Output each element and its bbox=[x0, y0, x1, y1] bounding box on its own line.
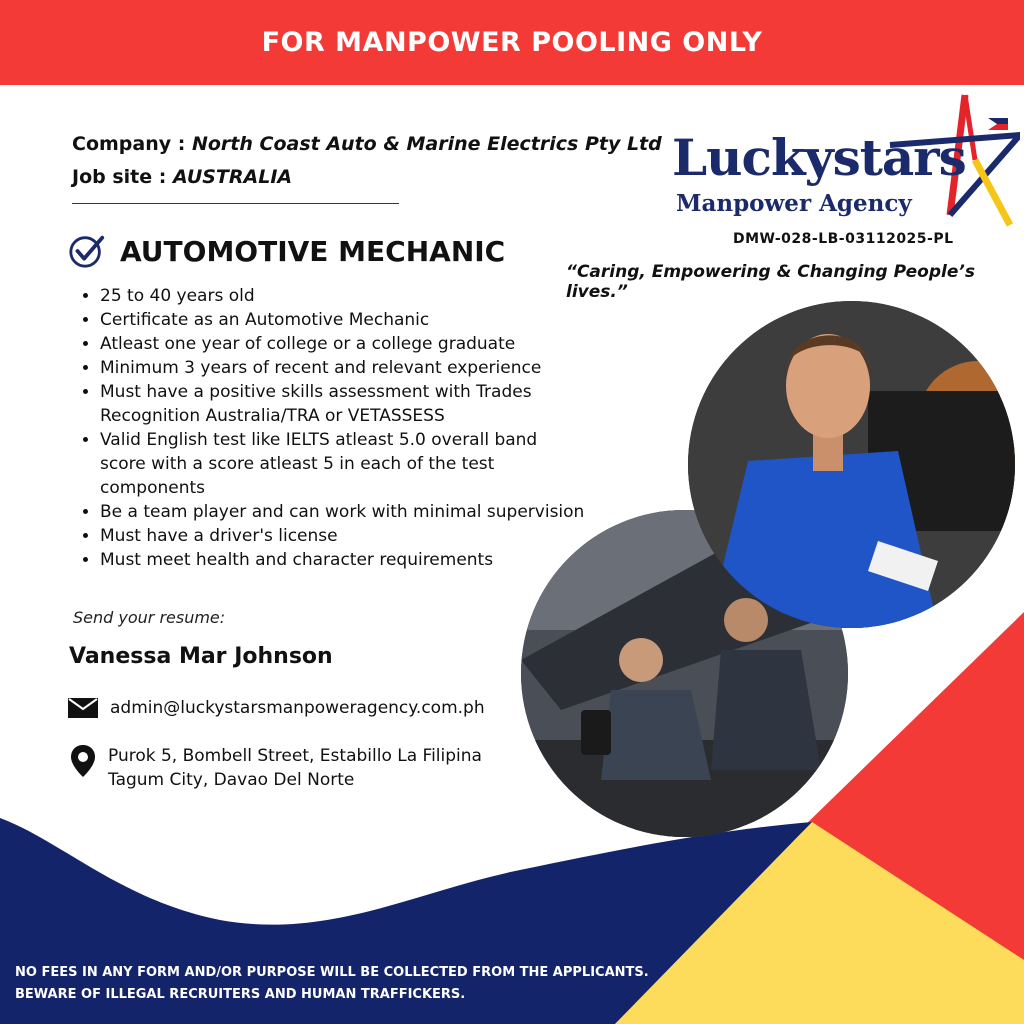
contact-name: Vanessa Mar Johnson bbox=[69, 644, 333, 669]
address-line1: Purok 5, Bombell Street, Estabillo La Filipina bbox=[108, 746, 482, 766]
divider bbox=[72, 203, 399, 204]
list-item: • Be a team player and can work with minimal supervision bbox=[100, 500, 640, 524]
address-text bbox=[108, 744, 482, 792]
list-item: • Minimum 3 years of recent and relevant experience bbox=[100, 356, 640, 380]
list-item: • Must meet health and character requirements bbox=[100, 548, 640, 572]
agency-logo bbox=[660, 90, 1020, 240]
email-row[interactable] bbox=[68, 698, 485, 718]
list-item: • 25 to 40 years old bbox=[100, 284, 640, 308]
list-item: • Certificate as an Automotive Mechanic bbox=[100, 308, 640, 332]
location-pin-icon bbox=[70, 744, 96, 778]
address-line2: Tagum City, Davao Del Norte bbox=[108, 770, 355, 790]
jobsite-label: Job site : bbox=[72, 166, 173, 188]
company-value: North Coast Auto & Marine Electrics Pty Ltd bbox=[191, 133, 662, 155]
footer-disclaimer bbox=[15, 962, 649, 1006]
email-link[interactable]: admin@luckystarsmanpoweragency.com.ph bbox=[110, 698, 485, 718]
top-banner bbox=[0, 0, 1024, 85]
company-info bbox=[72, 128, 662, 194]
requirements-list bbox=[78, 284, 640, 572]
logo-sub-text: Manpower Agency bbox=[676, 190, 912, 217]
address-row bbox=[70, 744, 482, 792]
list-item: • Must have a driver's license bbox=[100, 524, 640, 548]
job-title: AUTOMOTIVE MECHANIC bbox=[120, 234, 506, 268]
license-number: DMW-028-LB-03112025-PL bbox=[733, 231, 954, 247]
company-row bbox=[72, 128, 662, 161]
banner-text: FOR MANPOWER POOLING ONLY bbox=[261, 27, 763, 58]
footer-line2: BEWARE OF ILLEGAL RECRUITERS AND HUMAN TRAFFICKERS. bbox=[15, 987, 466, 1002]
company-label: Company : bbox=[72, 133, 192, 155]
mail-icon bbox=[68, 698, 98, 718]
list-item: • Must have a positive skills assessment with Trades Recognition Australia/TRA or VETASSESS bbox=[100, 380, 550, 428]
mechanic-portrait-art bbox=[688, 301, 1015, 628]
send-resume-label: Send your resume: bbox=[73, 608, 226, 627]
logo-main-text: Luckystars bbox=[672, 128, 966, 187]
jobsite-value: AUSTRALIA bbox=[172, 166, 293, 188]
footer-line1: NO FEES IN ANY FORM AND/OR PURPOSE WILL BE COLLECTED FROM THE APPLICANTS. bbox=[15, 965, 649, 980]
tagline: “Caring, Empowering & Changing People’s lives.” bbox=[566, 262, 975, 302]
list-item: • Atleast one year of college or a college graduate bbox=[100, 332, 640, 356]
mechanic-portrait-photo bbox=[688, 301, 1015, 628]
job-title-row bbox=[68, 232, 505, 270]
jobsite-row bbox=[72, 161, 662, 194]
check-circle-icon bbox=[68, 232, 106, 270]
list-item: • Valid English test like IELTS atleast 5.0 overall band score with a score atleast 5 in each of the test components bbox=[100, 428, 550, 500]
